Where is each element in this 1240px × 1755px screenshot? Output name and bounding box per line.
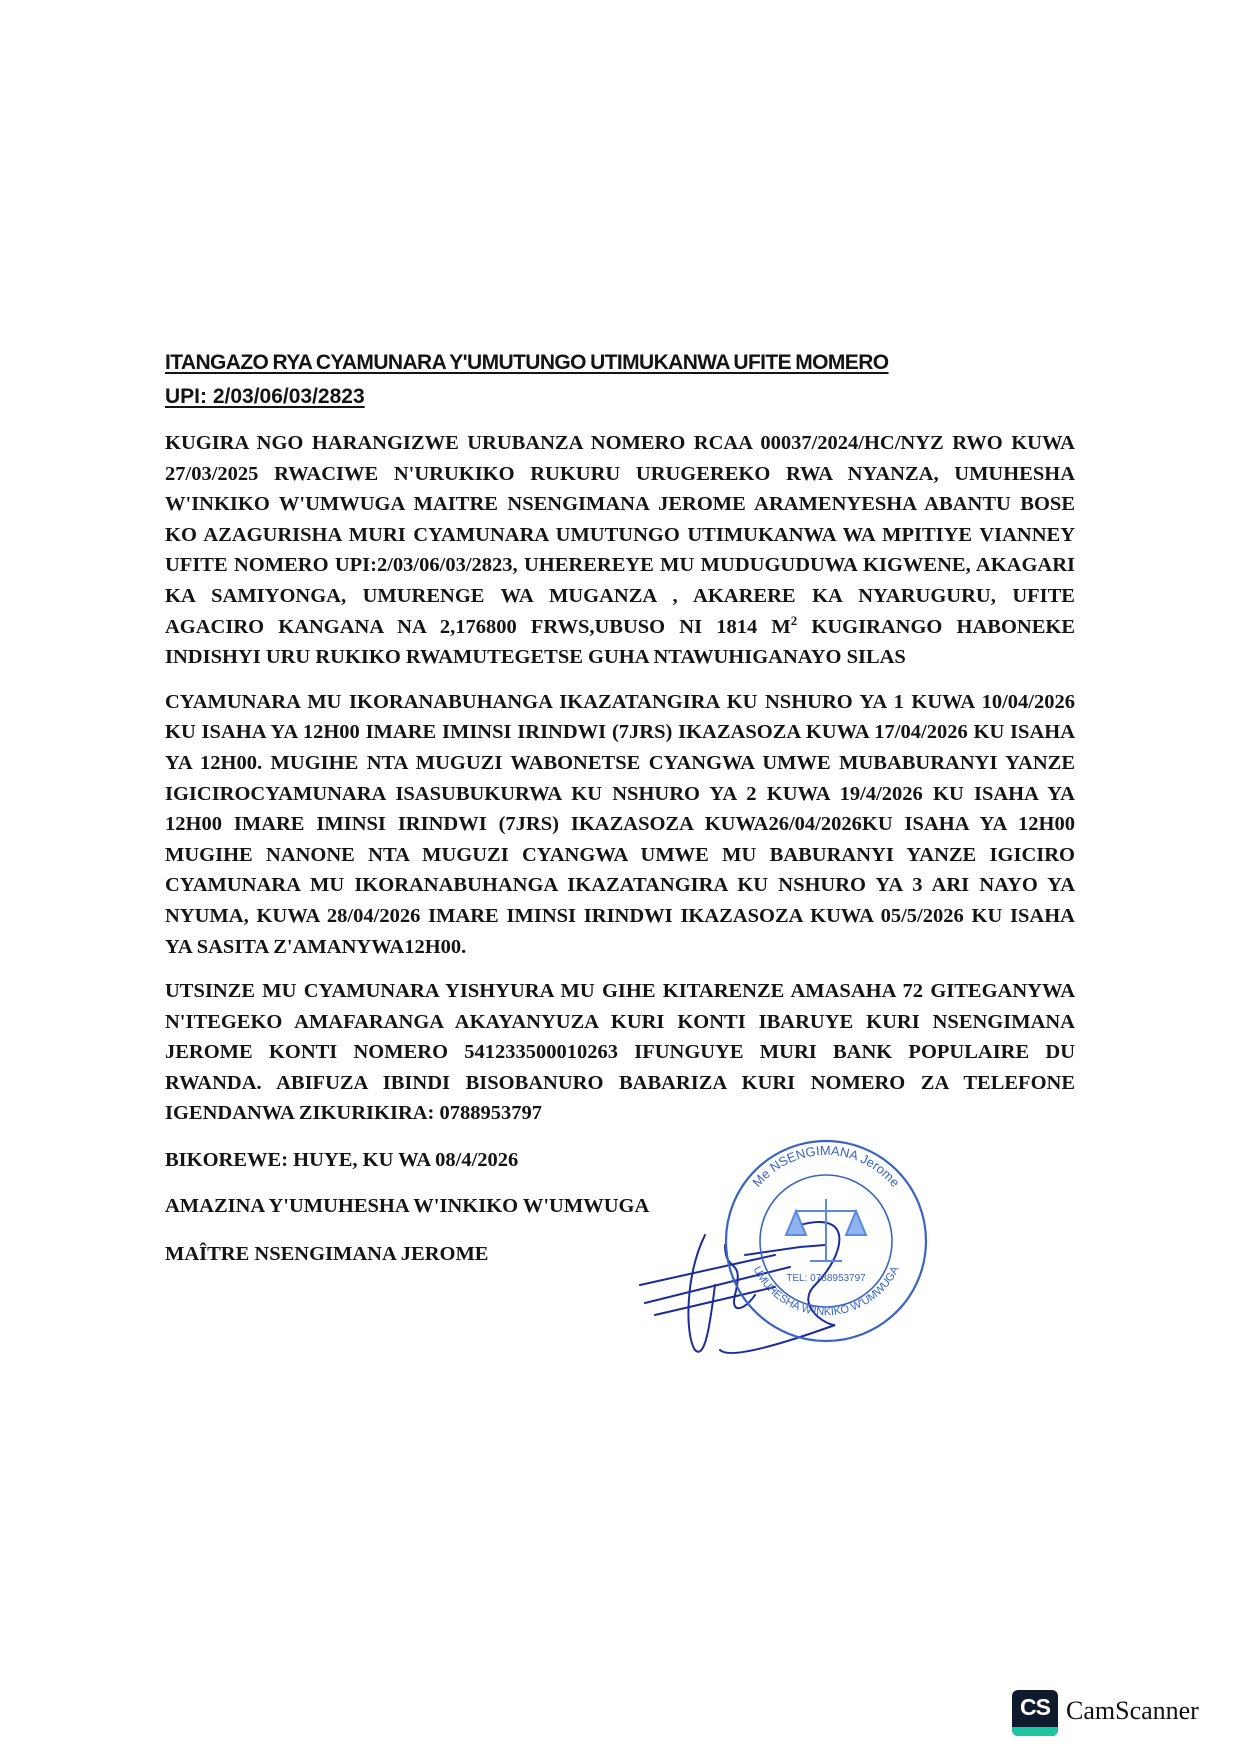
document-title <box>165 346 1075 414</box>
camscanner-watermark: CamScanner <box>1066 1696 1199 1725</box>
stamp-inner-text: TEL: 0788953797 <box>786 1273 866 1285</box>
paragraph-auction-schedule: CYAMUNARA MU IKORANABUHANGA IKAZATANGIRA KU NSHURO YA 1 KUWA 10/04/2026 KU ISAHA YA 12H00 IMARE IMINSI IRINDWI (7JRS) IKAZASOZA KUWA 17/04/2026 KU ISAHA YA 12H00. MUGIHE NTA MUGUZI WABONETSE CYANGWA UMWE MUBABURANYI YANZE IGICIROCYAMUNARA ISASUBUKURWA KU NSHURO YA 2 KUWA 19/4/2026 KU ISAHA YA 12H00 IMARE IMINSI IRINDWI (7JRS) IKAZASOZA KUWA26/04/2026KU ISAHA YA 12H00 MUGIHE NANONE NTA MUGUZI CYANGWA UMWE MU BABURANYI YANZE IGICIRO CYAMUNARA MU IKORANABUHANGA IKAZATANGIRA KU NSHURO YA 3 ARI NAYO YA NYUMA, KUWA 28/04/2026 IMARE IMINSI IRINDWI IKAZASOZA KUWA 05/5/2026 KU ISAHA YA SASITA Z'AMANYWA12H00. <box>165 690 1075 958</box>
signatory-role: AMAZINA Y'UMUHESHA W'INKIKO W'UMWUGA <box>165 1195 650 1218</box>
paragraph-1-text: KUGIRA NGO HARANGIZWE URUBANZA NOMERO RCAA 00037/2024/HC/NYZ RWO KUWA 27/03/2025 RWACIWE N'URUKIKO RUKURU URUGEREKO RWA NYANZA, UMUHESHA W'INKIKO W'UMWUGA MAITRE NSENGIMANA JEROME ARAMENYESHA ABANTU BOSE KO AZAGURISHA MURI CYAMUNARA UMUTUNGO UTIMUKANWA WA MPITIYE VIANNEY UFITE NOMERO UPI:2/03/06/03/2823, UHEREREYE MU MUDUGUDUWA KIGWENE, AKAGARI KA SAMIYONGA, UMURENGE WA MUGANZA , AKARERE KA NYARUGURU, UFITE AGACIRO KANGANA NA 2,176800 FRWS,UBUSO NI 1814 M <box>165 432 1075 638</box>
paragraph-court-notice <box>165 428 1075 673</box>
signatory-name: MAÎTRE NSENGIMANA JEROME <box>165 1243 489 1266</box>
official-stamp <box>720 1135 932 1347</box>
signed-place-date: BIKOREWE: HUYE, KU WA 08/4/2026 <box>165 1149 519 1172</box>
camscanner-logo-text: CS <box>1020 1694 1050 1720</box>
paragraph-1-text-end: KUGIRANGO HABONEKE INDISHYI URU RUKIKO RWAMUTEGETSE GUHA NTAWUHIGANAYO SILAS <box>165 615 1075 669</box>
title-line-1: ITANGAZO RYA CYAMUNARA Y'UMUTUNGO UTIMUKANWA UFITE MOMERO <box>165 351 889 374</box>
stamp-outer-text: Me NSENGIMANA Jerome <box>749 1143 903 1190</box>
stamp-bottom-text: UMUHESHA W'INKIKO W'UMWUGA <box>750 1264 902 1319</box>
scales-of-justice-icon <box>786 1199 866 1261</box>
superscript-2: 2 <box>790 612 798 628</box>
paragraph-payment-instructions: UTSINZE MU CYAMUNARA YISHYURA MU GIHE KITARENZE AMASAHA 72 GITEGANYWA N'ITEGEKO AMAFARANGA AKAYANYUZA KURI KONTI IBARUYE KURI NSENGIMANA JEROME KONTI NOMERO 541233500010263 IFUNGUYE MURI BANK POPULAIRE DU RWANDA. ABIFUZA IBINDI BISOBANURO BABARIZA KURI NOMERO ZA TELEFONE IGENDANWA ZIKURIKIRA: 0788953797 <box>165 980 1075 1125</box>
camscanner-logo-band <box>1012 1727 1058 1736</box>
camscanner-logo <box>1012 1690 1058 1736</box>
document-body <box>165 346 1075 1355</box>
title-upi: UPI: 2/03/06/03/2823 <box>165 385 365 408</box>
